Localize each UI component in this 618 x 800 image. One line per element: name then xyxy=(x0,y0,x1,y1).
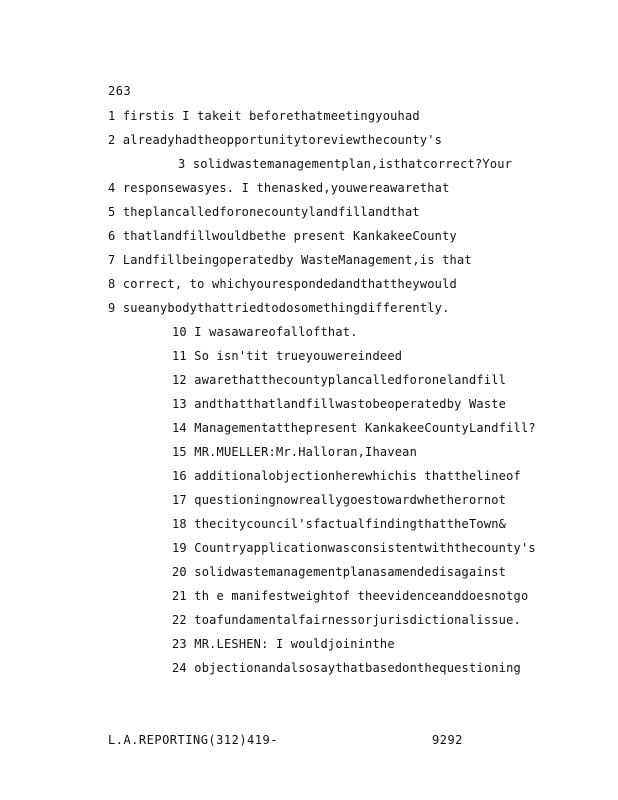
transcript-line: 8 correct, to whichyourespondedandthattheywould xyxy=(108,277,457,291)
page-number: 263 xyxy=(108,84,132,98)
transcript-line: 1 firstis I takeit beforethatmeetingyouhad xyxy=(108,109,420,123)
transcript-line: 23 MR.LESHEN: I wouldjoininthe xyxy=(172,637,395,651)
transcript-line: 6 thatlandfillwouldbethe present KankakeeCounty xyxy=(108,229,457,243)
transcript-line: 3 solidwastemanagementplan,isthatcorrect?Your xyxy=(178,157,513,171)
transcript-line: 16 additionalobjectionherewhichis thatthelineof xyxy=(172,469,521,483)
transcript-line: 19 Countryapplicationwasconsistentwiththecounty's xyxy=(172,541,536,555)
transcript-line: 9 sueanybodythattriedtodosomethingdifferently. xyxy=(108,301,450,315)
footer-reporter: L.A.REPORTING(312)419- xyxy=(108,733,278,747)
transcript-line: 5 theplancalledforonecountylandfillandthat xyxy=(108,205,420,219)
transcript-line: 14 Managementatthepresent KankakeeCountyLandfill? xyxy=(172,421,536,435)
transcript-line: 10 I wasawareofallofthat. xyxy=(172,325,358,339)
transcript-line: 7 Landfillbeingoperatedby WasteManagement,is that xyxy=(108,253,472,267)
transcript-line: 22 toafundamentalfairnessorjurisdictionalissue. xyxy=(172,613,521,627)
transcript-line: 12 awarethatthecountyplancalledforonelandfill xyxy=(172,373,507,387)
transcript-line: 21 th e manifestweightof theevidenceanddoesnotgo xyxy=(172,589,529,603)
transcript-line: 24 objectionandalsosaythatbasedonthequestioning xyxy=(172,661,521,675)
transcript-line: 17 questioningnowreallygoestowardwhetherornot xyxy=(172,493,507,507)
transcript-line: 13 andthatthatlandfillwastobeoperatedby Waste xyxy=(172,397,507,411)
transcript-line: 11 So isn'tit trueyouwereindeed xyxy=(172,349,403,363)
transcript-line: 4 responsewasyes. I thenasked,youwereawarethat xyxy=(108,181,450,195)
transcript-line: 20 solidwastemanagementplanasamendedisagainst xyxy=(172,565,507,579)
transcript-line: 18 thecitycouncil'sfactualfindingthattheTown& xyxy=(172,517,507,531)
transcript-line: 15 MR.MUELLER:Mr.Halloran,Ihavean xyxy=(172,445,418,459)
footer-phone-number: 9292 xyxy=(432,733,463,747)
transcript-line: 2 alreadyhadtheopportunitytoreviewthecounty's xyxy=(108,133,443,147)
